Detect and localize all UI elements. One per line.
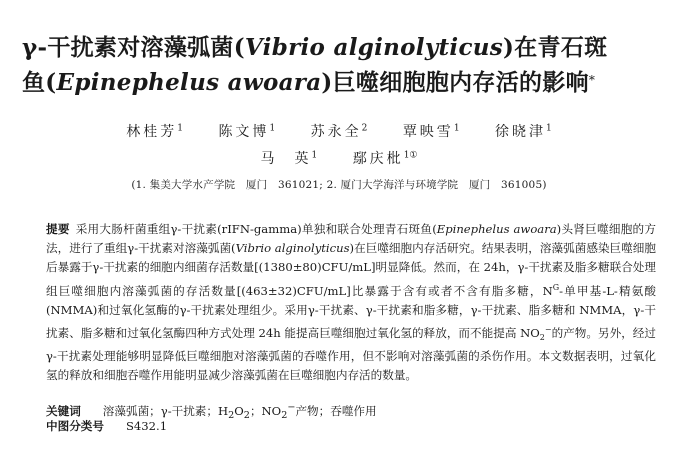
title-species-name: Vibrio alginolyticus xyxy=(244,34,504,61)
author: 马 英$^1$ xyxy=(260,150,318,167)
title-footnote-mark: * xyxy=(588,73,596,87)
abstract: 提要 采用大肠杆菌重组γ-干扰素(rIFN-gamma)单独和联合处理青石斑鱼(Epinephelus awoara)头肾巨噬细胞的方法，进行了重组γ-干扰素对溶藻弧菌(Vibrio alginolyticus)在巨噬细胞内存活研究。结果表明，溶藻弧菌感染巨噬细胞后暴露于γ-干扰素的细胞内细菌存活数量[(1380±80)CFU/mL]明显降低。然而，在 24h，γ-干扰素及脂多糖联合处理组巨噬细胞内溶藻弧菌的存活数量[(463±32)CFU/mL]比暴露于含有或者不含有脂多糖，$N^G-$单甲基-L-精氨酸(NMMA)和过氧化氢酶的γ-干扰素处理组少。采用γ-干扰素、γ-干扰素和脂多糖，γ-干扰素、脂多糖和 NMMA，γ-干扰素、脂多糖和过氧化氢酶四种方式处理 24h 能提高巨噬细胞过氧化氢的释放，而不能提高 $NO_2^-$的产物。另外，经过γ-干扰素处理能够明显降低巨噬细胞对溶藻弧菌的吞噬作用，但不影响对溶藻弧菌的杀伤作用。本文数据表明，过氧化氢的释放和细胞吞噬作用能明显减少溶藻弧菌在巨噬细胞内存活的数量。 xyxy=(46,222,656,383)
title-text: )巨噬细胞胞内存活的影响 xyxy=(321,69,589,96)
title-text: γ-干扰素对溶藻弧菌( xyxy=(22,34,245,61)
author: 徐晓津$^1$ xyxy=(495,123,552,140)
author: 苏永全$^2$ xyxy=(310,123,368,140)
author: 陈文博$^1$ xyxy=(218,123,276,140)
paper-title xyxy=(22,30,672,100)
classification-number xyxy=(46,417,656,435)
author-affiliation: (1. 集美大学水产学院 厦门 361021; 2. 厦门大学海洋与环境学院 厦门 361005) xyxy=(131,179,547,191)
title-species-name: Epinephelus awoara xyxy=(56,69,322,96)
abstract-label: 提要 xyxy=(46,222,70,236)
classification-label: 中图分类号 xyxy=(46,419,104,433)
author: 鄢庆枇$^{1①}$ xyxy=(352,150,418,167)
title-text: )在青石斑 xyxy=(503,34,608,61)
title-text: 鱼( xyxy=(22,69,57,96)
classification-value: S432.1 xyxy=(125,419,168,433)
keywords: 关键词 溶藻弧菌；γ-干扰素；$H_2O_2$；$NO_2^-$产物；吞噬作用 xyxy=(46,402,377,422)
author: 覃映雪$^1$ xyxy=(402,123,460,140)
keywords-label: 关键词 xyxy=(46,403,81,418)
author-list xyxy=(0,148,678,168)
author-list xyxy=(0,121,678,141)
author: 林桂芳$^1$ xyxy=(126,123,183,140)
